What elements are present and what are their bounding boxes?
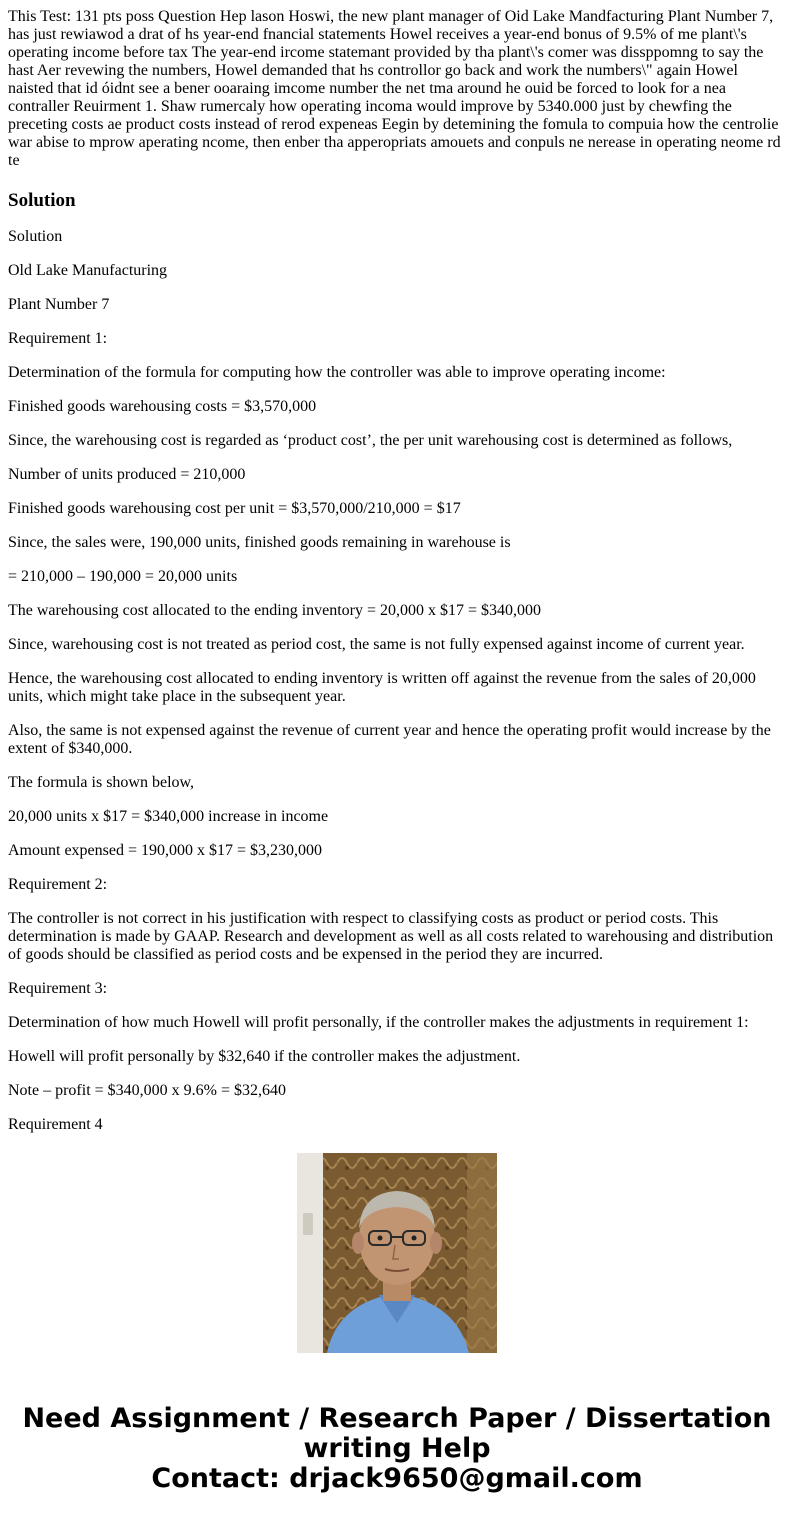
solution-heading: Solution xyxy=(8,190,76,211)
requirement-2-heading: Requirement 2: xyxy=(8,876,108,893)
company-name: Old Lake Manufacturing xyxy=(8,262,168,279)
avatar xyxy=(297,1153,497,1353)
solution-paragraph: The formula is shown below, xyxy=(8,774,195,791)
solution-paragraph: Solution xyxy=(8,228,63,245)
solution-paragraph: Note – profit = $340,000 x 9.6% = $32,640 xyxy=(8,1082,287,1099)
requirement-4-heading: Requirement 4 xyxy=(8,1116,103,1133)
question-text: This Test: 131 pts poss Question Hep lason Hoswi, the new plant manager of Oid Lake Mandfacturing Plant Number 7, has just rewiawod a drat of hs year-end fnancial statements Howel receives a year-end bonus of 9.5% of me plant\'s operating income before tax The year-end ircome statemant provided by tha plant\'s comer was dissppomng to say the hast Aer revewing the numbers, Howel demanded that hs controllor go back and work the numbers\" again Howel naisted that id óidnt see a bener ooaraing imcome number the net tma around he ouid be forced to look for a nea contraller Reuirment 1. Shaw rumercaly how operating incoma would improve by 5340.000 just by chewfing the preceting costs ae product costs instead of rerod expeneas Eegin by detemining the fomula to compuia how the centrolie war abise to mprow aperating ncome, then enber tha apperopriats amouets and conpuls ne nerease in operating neome rd te xyxy=(8,8,781,169)
solution-paragraph: Determination of how much Howell will profit personally, if the controller makes the adjustments in requirement 1: xyxy=(8,1014,749,1031)
solution-paragraph: = 210,000 – 190,000 = 20,000 units xyxy=(8,568,238,585)
solution-paragraph: Number of units produced = 210,000 xyxy=(8,466,246,483)
promo-line-1: Need Assignment / Research Paper / Dissertation xyxy=(22,1403,772,1434)
solution-paragraph: Since, the warehousing cost is regarded as ‘product cost’, the per unit warehousing cost is determined as follows, xyxy=(8,432,733,449)
solution-paragraph: Determination of the formula for computing how the controller was able to improve operating income: xyxy=(8,364,666,381)
solution-paragraph: Hence, the warehousing cost allocated to ending inventory is written off against the revenue from the sales of 20,000 units, which might take place in the subsequent year. xyxy=(8,670,756,705)
solution-paragraph: Also, the same is not expensed against the revenue of current year and hence the operating profit would increase by the extent of $340,000. xyxy=(8,722,771,757)
solution-paragraph: The warehousing cost allocated to the ending inventory = 20,000 x $17 = $340,000 xyxy=(8,602,542,619)
solution-paragraph: 20,000 units x $17 = $340,000 increase in income xyxy=(8,808,329,825)
solution-paragraph: Finished goods warehousing costs = $3,570,000 xyxy=(8,398,317,415)
promo-banner xyxy=(0,1404,794,1494)
promo-contact: Contact: drjack9650@gmail.com xyxy=(151,1463,643,1494)
plant-number: Plant Number 7 xyxy=(8,296,110,313)
person-photo-icon xyxy=(297,1153,497,1353)
requirement-1-heading: Requirement 1: xyxy=(8,330,108,347)
solution-paragraph: Howell will profit personally by $32,640 if the controller makes the adjustment. xyxy=(8,1048,521,1065)
solution-paragraph: Since, the sales were, 190,000 units, finished goods remaining in warehouse is xyxy=(8,534,511,551)
solution-paragraph: Since, warehousing cost is not treated as period cost, the same is not fully expensed against income of current year. xyxy=(8,636,745,653)
document-content xyxy=(8,8,784,1133)
solution-paragraph: Finished goods warehousing cost per unit = $3,570,000/210,000 = $17 xyxy=(8,500,461,517)
solution-paragraph: The controller is not correct in his justification with respect to classifying costs as product or period costs. This determination is made by GAAP. Research and development as well as all costs related to warehousing and distribution of goods should be classified as period costs and be expensed in the period they are incurred. xyxy=(8,910,774,963)
requirement-3-heading: Requirement 3: xyxy=(8,980,108,997)
promo-line-2: writing Help xyxy=(303,1433,491,1464)
solution-paragraph: Amount expensed = 190,000 x $17 = $3,230,000 xyxy=(8,842,323,859)
